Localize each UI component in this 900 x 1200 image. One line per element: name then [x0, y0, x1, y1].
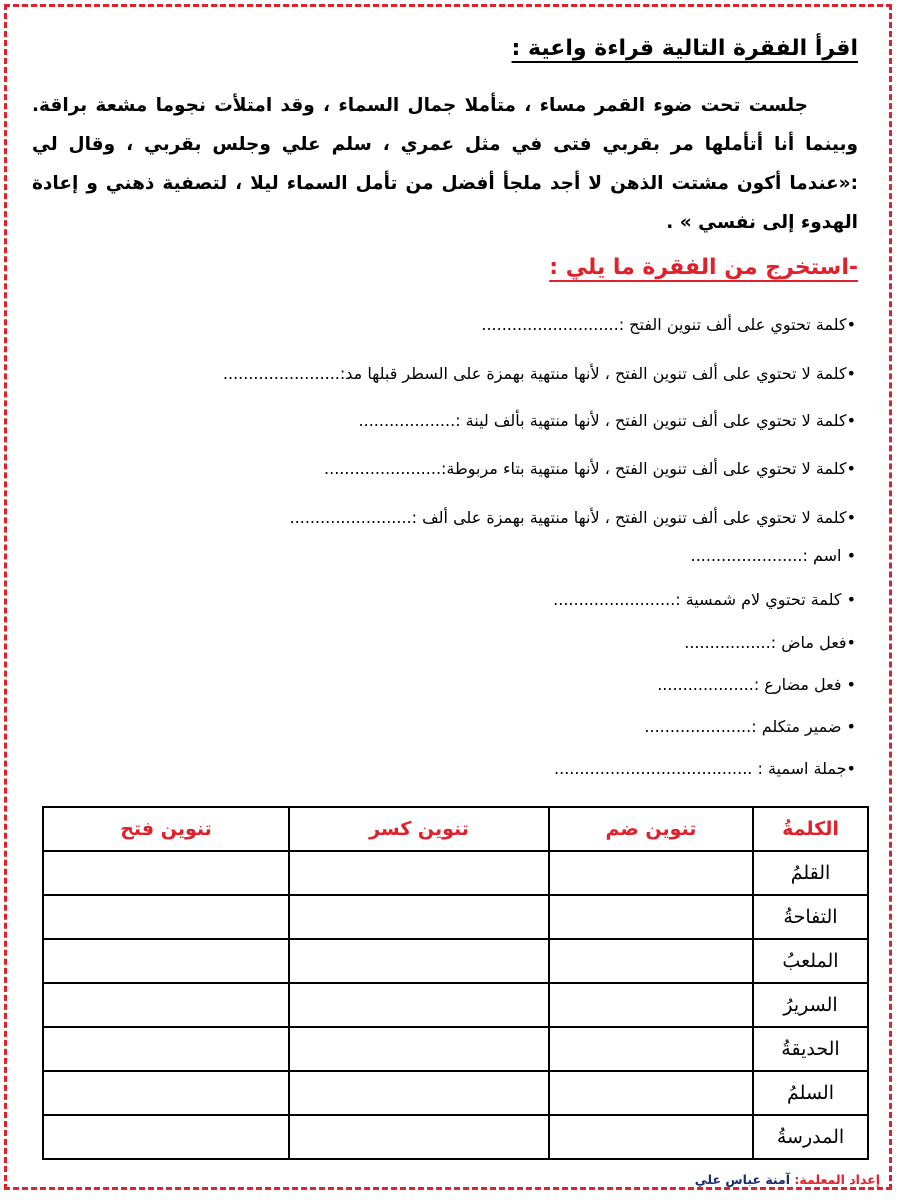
answer-cell[interactable]: [43, 983, 289, 1027]
question-item: •كلمة تحتوي على ألف تنوين الفتح :...........................: [481, 315, 856, 334]
table-row: [43, 939, 868, 983]
table-row: [43, 851, 868, 895]
answer-cell[interactable]: [289, 939, 549, 983]
page-title: اقرأ الفقرة التالية قراءة واعية :: [511, 36, 858, 61]
question-item: •كلمة لا تحتوي على ألف تنوين الفتح ، لأنها منتهية بهمزة على ألف :........................: [289, 508, 856, 527]
table-header-row: [43, 807, 868, 851]
table-row: [43, 1071, 868, 1115]
question-item: • فعل مضارع :...................: [657, 675, 856, 694]
word-cell: السريرُ: [753, 983, 868, 1027]
answer-cell[interactable]: [549, 1071, 753, 1115]
author-label: إعداد المعلمة:: [794, 1172, 880, 1187]
answer-cell[interactable]: [289, 983, 549, 1027]
question-item: • كلمة تحتوي لام شمسية :........................: [553, 590, 856, 609]
answer-cell[interactable]: [289, 895, 549, 939]
word-cell: المدرسةُ: [753, 1115, 868, 1159]
reading-passage: جلست تحت ضوء القمر مساء ، متأملا جمال السماء ، وقد امتلأت نجوما مشعة براقة. وبينما أنا أتأملها مر بقربي فتى في مثل عمري ، سلم علي وجلس بقربي ، وقال لي :«عندما أكون مشتت الذهن لا أجد ملجأ أفضل من تأمل السماء ليلا ، لتصفية ذهني و إعادة الهدوء إلى نفسي » .: [32, 95, 858, 233]
answer-cell[interactable]: [43, 851, 289, 895]
author-credit: [695, 1172, 880, 1187]
table-row: [43, 1115, 868, 1159]
tanween-table: [42, 806, 869, 1160]
question-item: • اسم :......................: [690, 546, 856, 565]
exercise-title: -استخرج من الفقرة ما يلي :: [549, 255, 858, 280]
answer-cell[interactable]: [549, 1115, 753, 1159]
header-fath: تنوين فتح: [43, 807, 289, 851]
question-item: •جملة اسمية : .......................................: [554, 759, 856, 778]
word-cell: الملعبُ: [753, 939, 868, 983]
answer-cell[interactable]: [549, 895, 753, 939]
answer-cell[interactable]: [43, 939, 289, 983]
table-row: [43, 1027, 868, 1071]
header-word: الكلمةُ: [753, 807, 868, 851]
answer-cell[interactable]: [549, 983, 753, 1027]
answer-cell[interactable]: [549, 851, 753, 895]
question-item: • ضمير متكلم :.....................: [644, 717, 856, 736]
word-cell: القلمُ: [753, 851, 868, 895]
answer-cell[interactable]: [549, 1027, 753, 1071]
word-cell: التفاحةُ: [753, 895, 868, 939]
answer-cell[interactable]: [43, 1027, 289, 1071]
answer-cell[interactable]: [289, 1071, 549, 1115]
answer-cell[interactable]: [289, 1027, 549, 1071]
answer-cell[interactable]: [43, 895, 289, 939]
table-row: [43, 895, 868, 939]
author-name: آمنة عباس علي: [694, 1172, 791, 1187]
answer-cell[interactable]: [43, 1071, 289, 1115]
question-item: •كلمة لا تحتوي على ألف تنوين الفتح ، لأنها منتهية بألف لينة :...................: [358, 411, 856, 430]
question-item: •كلمة لا تحتوي على ألف تنوين الفتح ، لأنها منتهية بتاء مربوطة:.......................: [324, 459, 856, 478]
question-item: •فعل ماض :.................: [684, 633, 856, 652]
header-damm: تنوين ضم: [549, 807, 753, 851]
header-kasr: تنوين كسر: [289, 807, 549, 851]
word-cell: السلمُ: [753, 1071, 868, 1115]
table-row: [43, 983, 868, 1027]
word-cell: الحديقةُ: [753, 1027, 868, 1071]
answer-cell[interactable]: [43, 1115, 289, 1159]
question-item: •كلمة لا تحتوي على ألف تنوين الفتح ، لأنها منتهية بهمزة على السطر قبلها مد:.......................: [222, 364, 856, 383]
answer-cell[interactable]: [289, 851, 549, 895]
answer-cell[interactable]: [289, 1115, 549, 1159]
answer-cell[interactable]: [549, 939, 753, 983]
